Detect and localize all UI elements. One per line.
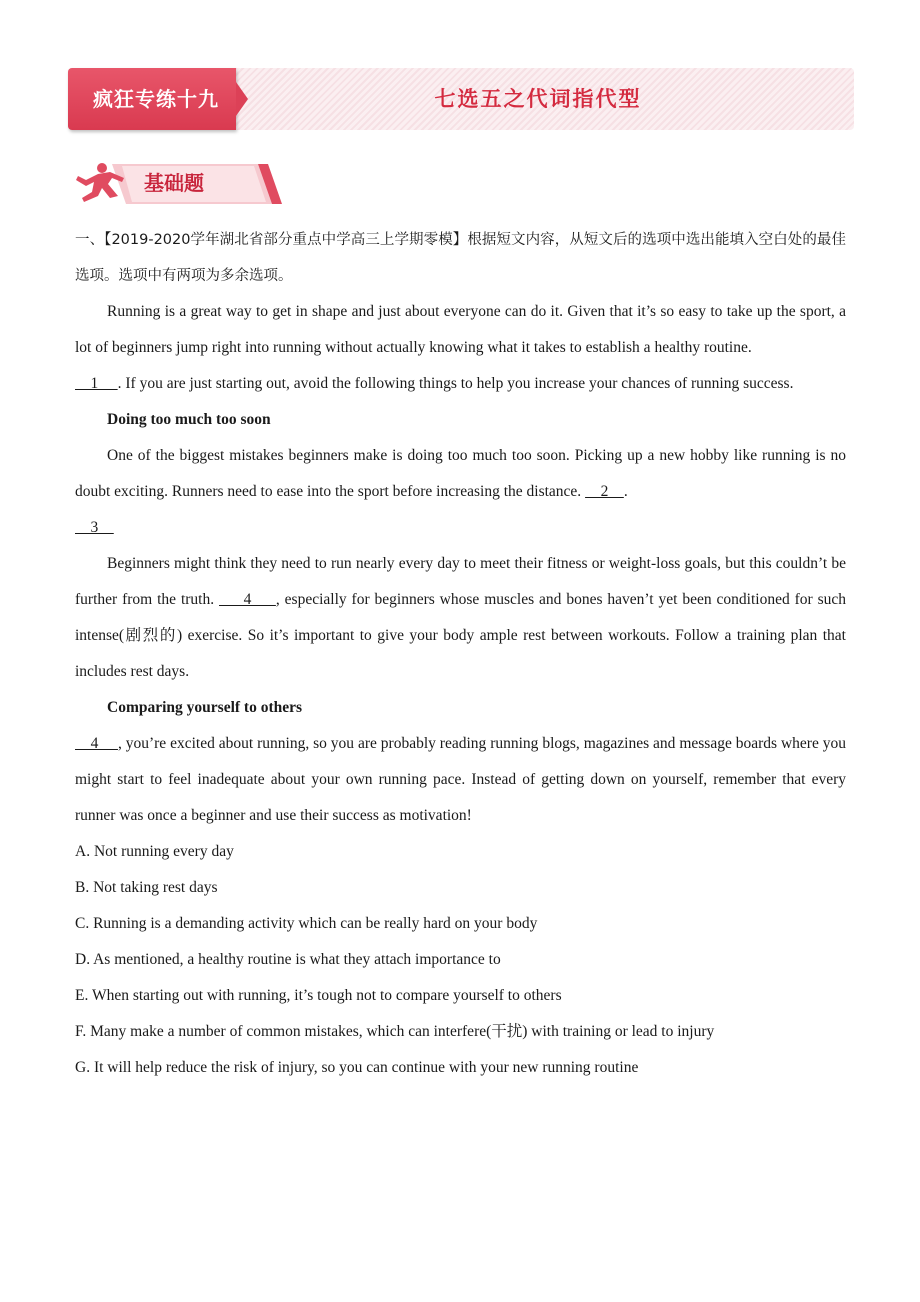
answer-blank-2[interactable]: 2 [585, 483, 624, 500]
page-header [68, 68, 854, 130]
subheading: Comparing yourself to others [107, 699, 303, 716]
passage-paragraph: 4 , you’re excited about running, so you are probably reading running blogs, magazines and message boards where you might start to feel inadequate about your own running pace. Instead of getting down on yourself, remember that every runner was once a beginner and use their success as motivation! [75, 735, 846, 824]
passage-paragraph: Beginners might think they need to run nearly every day to meet their fitness or weight-loss goals, but this couldn’t be further from the truth. 4 , especially for beginners whose muscles and bones haven’t yet been conditioned for such intense(剧烈的) exercise. So it’s important to give your body ample rest between workouts. Follow a training plan that includes rest days. [75, 555, 847, 680]
passage-paragraph [75, 510, 846, 546]
page-title: 七选五之代词指代型 [434, 87, 642, 111]
section-banner [72, 158, 282, 208]
option-c: C. Running is a demanding activity which can be really hard on your body [75, 915, 538, 932]
option-a: A. Not running every day [75, 843, 234, 860]
option-g: G. It will help reduce the risk of injury, so you can continue with your new running routine [75, 1059, 639, 1076]
subheading: Doing too much too soon [107, 411, 271, 428]
answer-blank-3[interactable]: 3 [75, 519, 114, 536]
answer-blank-5[interactable]: 4 [75, 735, 118, 752]
question-intro: 一、【2019-2020学年湖北省部分重点中学高三上学期零模】根据短文内容，从短文后的选项中选出能填入空白处的最佳选项。选项中有两项为多余选项。 [75, 232, 846, 284]
passage-paragraph: 1 . If you are just starting out, avoid the following things to help you increase your chances of running success. [75, 375, 794, 392]
option-b: B. Not taking rest days [75, 879, 218, 896]
option-d: D. As mentioned, a healthy routine is what they attach importance to [75, 951, 501, 968]
passage-paragraph: One of the biggest mistakes beginners make is doing too much too soon. Picking up a new hobby like running is no doubt exciting. Runners need to ease into the sport before increasing the distance. 2 . [75, 447, 846, 500]
answer-blank-1[interactable]: 1 [75, 375, 118, 392]
passage-paragraph: Running is a great way to get in shape and just about everyone can do it. Given that it’s so easy to take up the sport, a lot of beginners jump right into running without actually knowing what it takes to establish a healthy routine. [75, 303, 846, 356]
section-label: 基础题 [144, 171, 204, 195]
answer-blank-4[interactable]: 4 [219, 591, 276, 608]
document-body [75, 222, 846, 1086]
header-tag-text: 疯狂专练十九 [93, 87, 219, 111]
option-e: E. When starting out with running, it’s tough not to compare yourself to others [75, 987, 562, 1004]
option-f: F. Many make a number of common mistakes, which can interfere(干扰) with training or lead to injury [75, 1023, 715, 1040]
